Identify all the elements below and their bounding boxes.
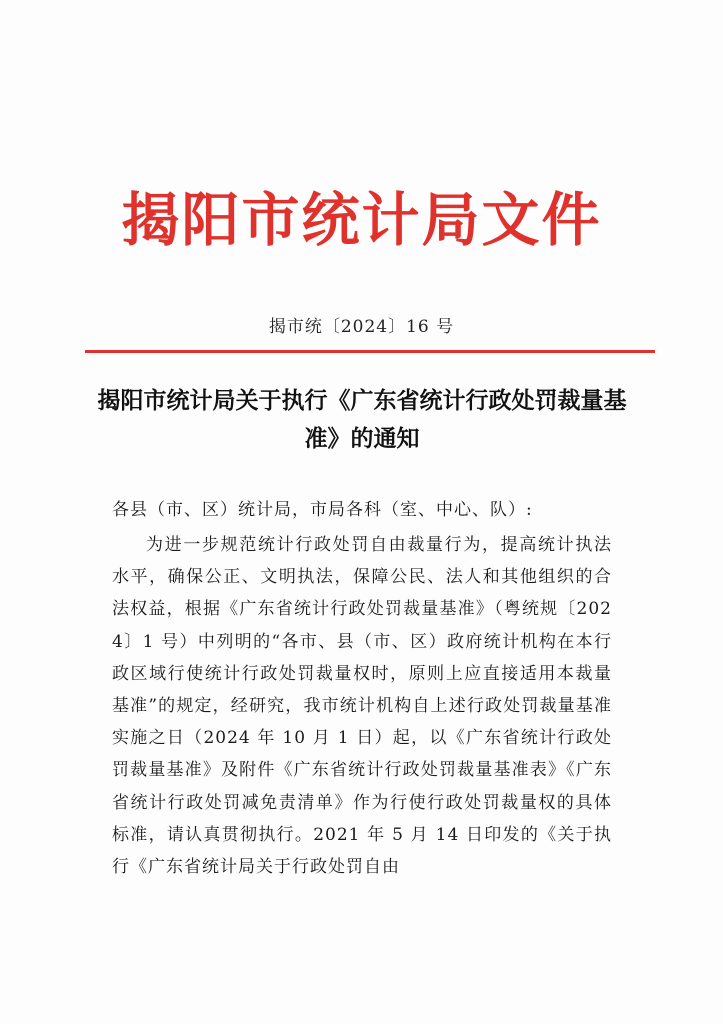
- body-paragraph: 为进一步规范统计行政处罚自由裁量行为，提高统计执法水平，确保公正、文明执法，保障公民、法人和其他组织的合法权益，根据《广东省统计行政处罚裁量基准》（粤统规〔2024〕1 号）中列明的“各市、县（市、区）政府统计机构在本行政区域行使统计行政处罚裁量权时，原则上应直接适用本裁量基准”的规定，经研究，我市统计机构自上述行政处罚裁量基准实施之日（2024 年 10 月 1 日）起，以《广东省统计行政处罚裁量基准》及附件《广东省统计行政处罚裁量基准表》《广东省统计行政处罚减免责清单》作为行使行政处罚裁量权的具体标准，请认真贯彻执行。2021 年 5 月 14 日印发的《关于执行《广东省统计局关于行政处罚自由: [112, 535, 612, 878]
- document-number: 揭市统〔2024〕16 号: [268, 317, 455, 337]
- masthead-title: 揭阳市统计局文件: [121, 186, 602, 254]
- red-divider-line: [85, 350, 655, 353]
- addressee-line: 各县（市、区）统计局，市局各科（室、中心、队）:: [112, 500, 533, 520]
- notice-title: 揭阳市统计局关于执行《广东省统计行政处罚裁量基准》的通知: [97, 388, 627, 452]
